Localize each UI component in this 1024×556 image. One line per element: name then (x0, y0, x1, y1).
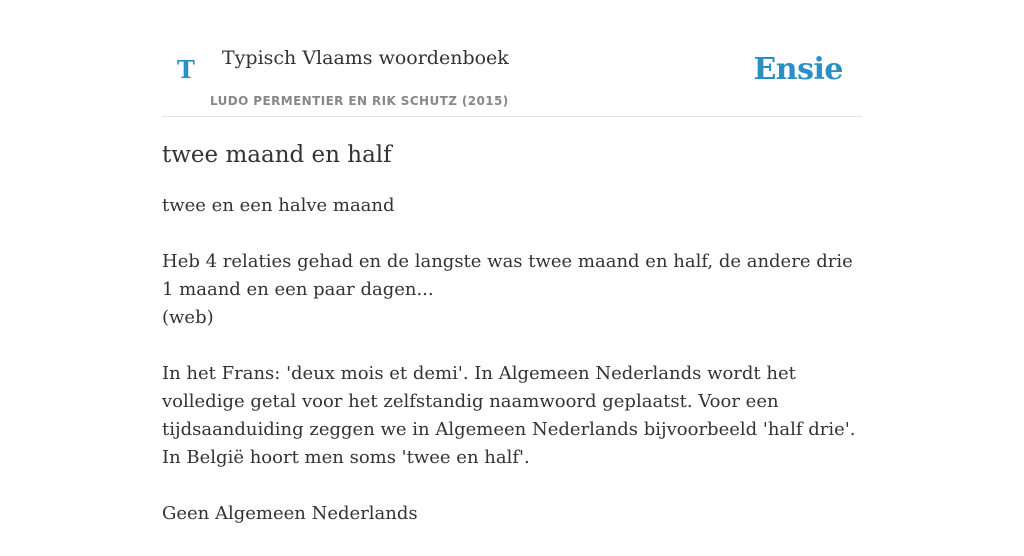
entry-definition: twee en een halve maand (162, 195, 395, 216)
dictionary-icon[interactable]: T (177, 55, 195, 84)
entry-example-block (162, 248, 862, 332)
entry-title: twee maand en half (162, 142, 392, 168)
dictionary-title-link[interactable]: Typisch Vlaams woordenboek (222, 47, 509, 69)
entry-note: In het Frans: 'deux mois et demi'. In Algemeen Nederlands wordt het volledige getal voor het zelfstandig naamwoord geplaatst. Voor een tijdsaanduiding zeggen we in Algemeen Nederlands bijvoorbeeld 'half drie'. In België hoort men soms 'twee en half'. (162, 363, 856, 468)
entry-example-source: (web) (162, 307, 214, 328)
entry-example: Heb 4 relaties gehad en de langste was twee maand en half, de andere drie 1 maand en een paar dagen... (162, 251, 853, 300)
entry-body (162, 192, 862, 528)
ensie-logo[interactable]: Ensie (753, 52, 843, 87)
entry-content (162, 138, 862, 556)
dictionary-authors: LUDO PERMENTIER EN RIK SCHUTZ (2015) (210, 94, 509, 108)
dictionary-header (162, 0, 862, 117)
entry-status: Geen Algemeen Nederlands (162, 503, 418, 524)
